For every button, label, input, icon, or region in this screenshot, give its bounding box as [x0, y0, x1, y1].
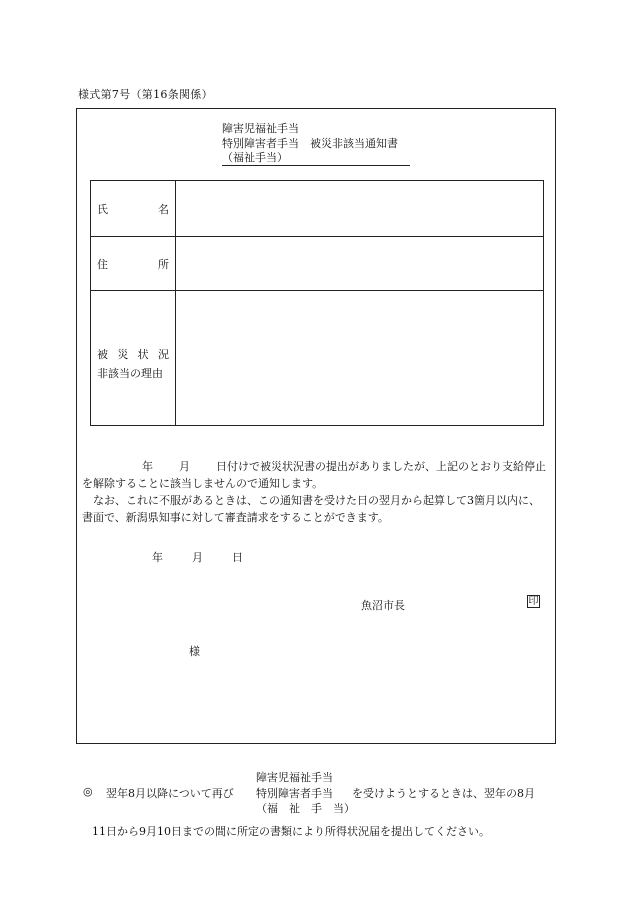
note-allowance-1: 障害児福祉手当: [256, 771, 333, 784]
title-line-3: （福祉手当）: [222, 151, 288, 164]
title-line-2: 特別障害者手当 被災非該当通知書: [222, 136, 398, 150]
title-line-1: 障害児福祉手当: [222, 122, 299, 135]
table-column-divider: [175, 181, 176, 425]
note-allowance-2: 特別障害者手当: [256, 787, 333, 800]
name-label: 氏 名: [97, 203, 169, 216]
body-paragraph-1: 年 月 日付けで被災状況書の提出がありましたが、上記のとおり支給停止を解除することに該当しませんので通知します。: [82, 460, 546, 490]
note-mark: ◎: [83, 785, 93, 798]
issuer-name: 魚沼市長: [361, 599, 405, 612]
note-line-2: 11日から9月10日までの間に所定の書類により所得状況届を提出してください。: [92, 825, 490, 838]
form-number-label: 様式第7号（第16条関係）: [78, 88, 213, 101]
title-underline: [222, 165, 410, 166]
seal-mark: 印: [528, 596, 539, 607]
addressee-suffix: 様: [189, 645, 200, 658]
table-row-divider: [91, 236, 543, 237]
recipient-table: [90, 180, 544, 426]
body-paragraph-2: なお、これに不服があるときは、この通知書を受けた日の翌月から起算して3箇月以内に、書面で、新潟県知事に対して審査請求をすることができます。: [82, 494, 540, 524]
note-text-after: を受けようとするときは、翌年の8月: [352, 787, 535, 800]
address-label: 住 所: [97, 258, 169, 271]
reason-label-line-2: 非該当の理由: [97, 367, 163, 380]
reason-label: [97, 346, 169, 381]
table-row-divider: [91, 290, 543, 291]
note-allowance-3: （福 祉 手 当）: [256, 802, 355, 815]
issue-date: 年 月 日: [152, 551, 243, 564]
notice-title: [222, 122, 398, 166]
notice-body: [82, 458, 550, 526]
note-text-before: 翌年8月以降について再び: [106, 787, 234, 800]
reason-label-line-1: 被 災 状 況: [97, 348, 169, 361]
